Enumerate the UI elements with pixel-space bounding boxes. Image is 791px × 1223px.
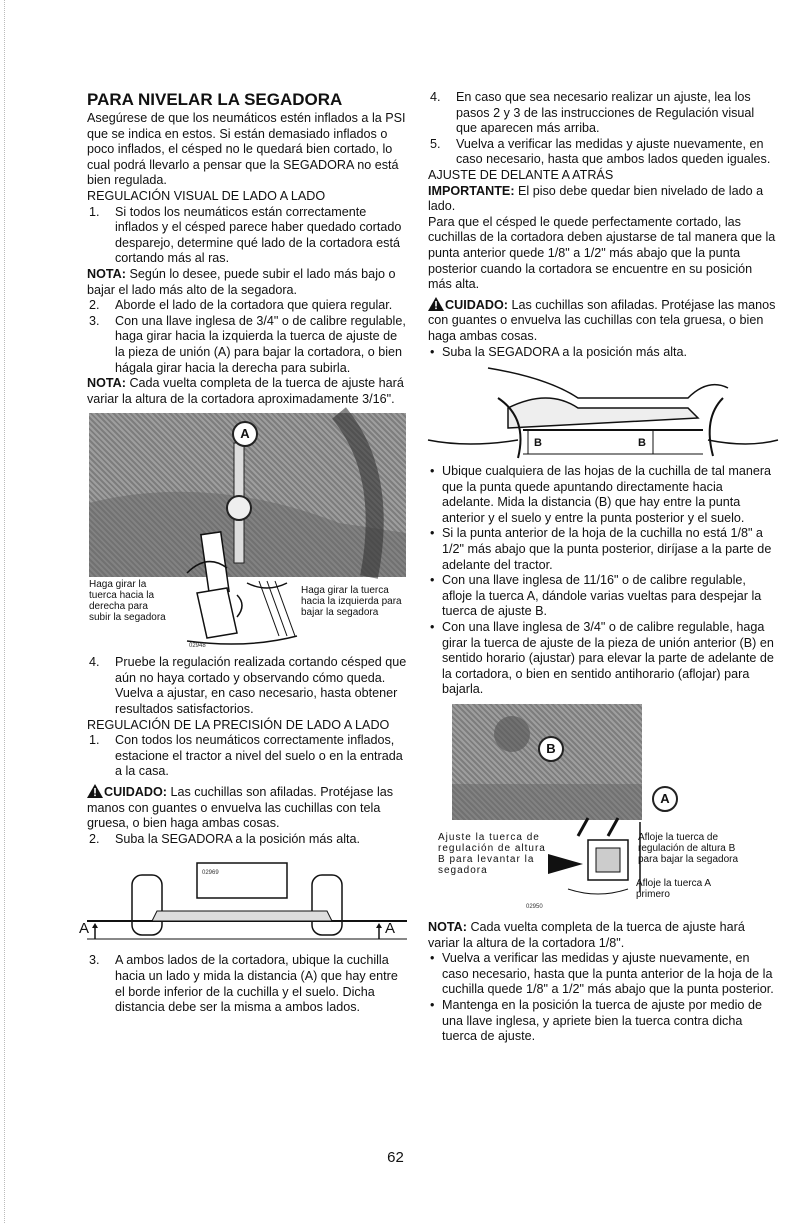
step-text: Con una llave inglesa de 3/4" o de calibre regulable, haga girar hacia la izquierda la tuerca de ajuste de la pieza de unión (A) para bajar la cortadora, o bien hágala girar hacia la derecha para subirla. bbox=[115, 313, 406, 375]
step-text: Vuelva a verificar las medidas y ajuste nuevamente, en caso necesario, hasta que ambos lados queden iguales. bbox=[456, 136, 771, 167]
figure-code: 02948 bbox=[189, 643, 206, 650]
bullet-marker: • bbox=[430, 344, 435, 359]
subheading-precision: REGULACIÓN DE LA PRECISIÓN DE LADO A LADO bbox=[87, 717, 390, 732]
step-2 bbox=[87, 298, 408, 314]
left-column bbox=[79, 90, 408, 1016]
note-text: Cada vuelta completa de la tuerca de ajuste hará variar la altura de la cortadora 1/8". bbox=[428, 920, 745, 950]
figure-linkage-adjust bbox=[87, 413, 408, 649]
important-text: El piso debe quedar bien nivelado de lado a lado. bbox=[428, 183, 764, 214]
note-label: NOTA: bbox=[428, 920, 467, 934]
step-text: Si todos los neumáticos están correctamente inflados y el césped parece haber quedado cortado desparejo, determine qué lado de la cortadora está cortando más al ras. bbox=[115, 204, 402, 266]
warning-icon bbox=[428, 297, 444, 311]
note-label: NOTA: bbox=[87, 376, 126, 391]
subheading-visual: REGULACIÓN VISUAL DE LADO A LADO bbox=[87, 188, 326, 203]
bullet-marker: • bbox=[430, 464, 435, 479]
label-tighten: Ajuste la tuerca de regulación de altura B para levantar la segadora bbox=[438, 832, 546, 876]
step-r4 bbox=[428, 90, 778, 137]
step-text: Pruebe la regulación realizada cortando césped que aún no haya cortado y observando cómo queda. Vuelva a ajustar, en caso necesario, hasta obtener resultados satisfactorios. bbox=[115, 655, 407, 717]
step-text: En caso que sea necesario realizar un ajuste, lea los pasos 2 y 3 de las instrucciones de Regulación visual que aparecen más arriba. bbox=[456, 90, 755, 136]
note-label: NOTA: bbox=[87, 266, 126, 281]
step-number: 3. bbox=[89, 313, 100, 328]
step-number: 3. bbox=[89, 953, 100, 968]
step-text: A ambos lados de la cortadora, ubique la cuchilla hacia un lado y mida la distancia (A) que hay entre el borde inferior de la cuchilla y el suelo. Dicha distancia debe ser la misma a ambos lados. bbox=[115, 953, 398, 1015]
step-6 bbox=[87, 832, 408, 848]
page-edge bbox=[4, 0, 6, 1223]
label-raise: Haga girar la tuerca hacia la derecha para subir la segadora bbox=[89, 579, 166, 624]
caution-label: CUIDADO: bbox=[104, 785, 167, 800]
figure-code: 02969 bbox=[202, 870, 219, 877]
bullet-marker: • bbox=[430, 526, 435, 541]
bullet-text: Suba la SEGADORA a la posición más alta. bbox=[442, 344, 687, 359]
bullet-text: Con una llave inglesa de 3/4" o de calibre regulable, haga girar la tuerca de ajuste de la pieza de unión anterior (B) en sentido horario (ajustar) para elevar la parte de adelante de la cortadora, o bien en sentido antihorario (aflojar) para bajarla. bbox=[442, 620, 774, 697]
figure-code: 02950 bbox=[526, 904, 543, 910]
section-title: PARA NIVELAR LA SEGADORA bbox=[87, 90, 343, 109]
label-loosen: Afloje la tuerca de regulación de altura B para bajar la segadora bbox=[638, 832, 739, 865]
step-text: Aborde el lado de la cortadora que quiera regular. bbox=[115, 298, 393, 313]
intro-paragraph: Asegúrese de que los neumáticos estén inflados a la PSI que se indica en estos. Si están demasiado inflados o poco inflados, el césped no le quedará bien cortado, lo cual podrá llevarlo a pensar que la SEGADORA no está bien regulada. bbox=[87, 111, 406, 188]
step-r5 bbox=[428, 137, 778, 168]
mower-side-illustration bbox=[428, 368, 778, 458]
caution-2 bbox=[428, 297, 778, 345]
bullet-text: Si la punta anterior de la hoja de la cuchilla no está 1/8" a 1/2" más abajo que la punta posterior, diríjase a la parte de adelante del tractor. bbox=[442, 526, 772, 572]
bullet-position-blade bbox=[428, 464, 778, 526]
bullet-text: Ubique cualquiera de las hojas de la cuchilla de tal manera que la punta quede apuntando directamente hacia adelante. Mida la distancia (B) que hay entre la punta anterior y el suelo y entre la punta posterior y el suelo. bbox=[442, 464, 772, 525]
note-2 bbox=[87, 376, 408, 407]
step-7 bbox=[87, 953, 408, 1015]
important-label: IMPORTANTE: bbox=[428, 183, 515, 198]
dimension-b-front: B bbox=[534, 437, 542, 450]
bullet-marker: • bbox=[430, 620, 435, 635]
bullet-recheck bbox=[428, 951, 778, 998]
step-number: 2. bbox=[89, 831, 100, 846]
subheading-front-back: AJUSTE DE DELANTE A ATRÁS bbox=[428, 167, 614, 182]
step-5 bbox=[87, 733, 408, 780]
front-back-paragraph: Para que el césped le quede perfectamente cortado, las cuchillas de la cortadora deben ajustarse de tal manera que la punta anterior quede 1/8" a 1/2" más abajo que la punta posterior cuando la cortadora se encuentre en su posición más alta. bbox=[428, 214, 776, 292]
mower-front-illustration bbox=[87, 855, 408, 947]
dimension-a-right: A bbox=[385, 920, 396, 938]
callout-a: A bbox=[652, 786, 678, 812]
dimension-a-left: A bbox=[79, 920, 90, 938]
note-text: Según lo desee, puede subir el lado más bajo o bajar el lado más alto de la segadora. bbox=[87, 266, 396, 297]
bullet-loosen-nut bbox=[428, 573, 778, 620]
step-text: Con todos los neumáticos correctamente inflados, estacione el tractor a nivel del suelo o en la entrada a la casa. bbox=[115, 733, 403, 779]
caution-text: Las cuchillas son afiladas. Protéjase las manos con guantes o envuelva las cuchillas con tela gruesa, o bien haga ambas cosas. bbox=[87, 785, 394, 831]
bullet-marker: • bbox=[430, 997, 435, 1012]
page-number: 62 bbox=[387, 1149, 404, 1166]
bullet-raise bbox=[428, 345, 778, 361]
figure-side-to-side bbox=[79, 855, 408, 947]
important-note bbox=[428, 184, 778, 215]
callout-a: A bbox=[232, 421, 258, 447]
step-number: 2. bbox=[89, 298, 100, 313]
dimension-b-rear: B bbox=[638, 437, 646, 450]
caution-text: Las cuchillas son afiladas. Protéjase las manos con guantes o envuelva las cuchillas con tela gruesa, o bien haga ambas cosas. bbox=[428, 297, 776, 343]
bullet-marker: • bbox=[430, 573, 435, 588]
bullet-text: Vuelva a verificar las medidas y ajuste nuevamente, en caso necesario, hasta que la punta anterior de la hoja de la cuchilla quede 1/8" a 1/2" más abajo que la punta posterior. bbox=[442, 951, 774, 997]
step-4 bbox=[87, 655, 408, 717]
step-text: Suba la SEGADORA a la posición más alta. bbox=[115, 831, 360, 846]
step-1 bbox=[87, 205, 408, 267]
bullet-text: Mantenga en la posición la tuerca de ajuste por medio de una llave inglesa, y apriete bien la tuerca contra dicha tuerca de ajuste. bbox=[442, 997, 762, 1044]
label-lower: Haga girar la tuerca hacia la izquierda para bajar la segadora bbox=[301, 585, 402, 619]
caution-1 bbox=[87, 784, 408, 832]
step-number: 1. bbox=[89, 204, 100, 219]
bullet-turn-nut bbox=[428, 620, 778, 698]
step-number: 1. bbox=[89, 733, 100, 748]
label-loosen-a-first: Afloje la tuerca A primero bbox=[636, 878, 711, 900]
step-number: 4. bbox=[430, 90, 441, 104]
right-column bbox=[428, 90, 778, 1045]
note-1 bbox=[87, 267, 408, 298]
step-number: 5. bbox=[430, 136, 441, 151]
note-text: Cada vuelta completa de la tuerca de ajuste hará variar la altura de la cortadora aproximadamente 3/16". bbox=[87, 376, 404, 406]
bullet-text: Con una llave inglesa de 11/16" o de calibre regulable, afloje la tuerca A, dándole varias vueltas para despejar la tuerca de ajuste B. bbox=[442, 573, 762, 619]
figure-front-linkage bbox=[428, 704, 778, 914]
bullet-check-tip bbox=[428, 526, 778, 573]
note-r bbox=[428, 920, 778, 951]
bullet-marker: • bbox=[430, 951, 435, 966]
step-number: 4. bbox=[89, 655, 100, 670]
bullet-tighten-nut bbox=[428, 998, 778, 1045]
warning-icon bbox=[87, 784, 103, 798]
step-3 bbox=[87, 314, 408, 376]
callout-b: B bbox=[538, 736, 564, 762]
figure-blade-distance bbox=[428, 368, 778, 458]
caution-label: CUIDADO: bbox=[445, 297, 508, 312]
